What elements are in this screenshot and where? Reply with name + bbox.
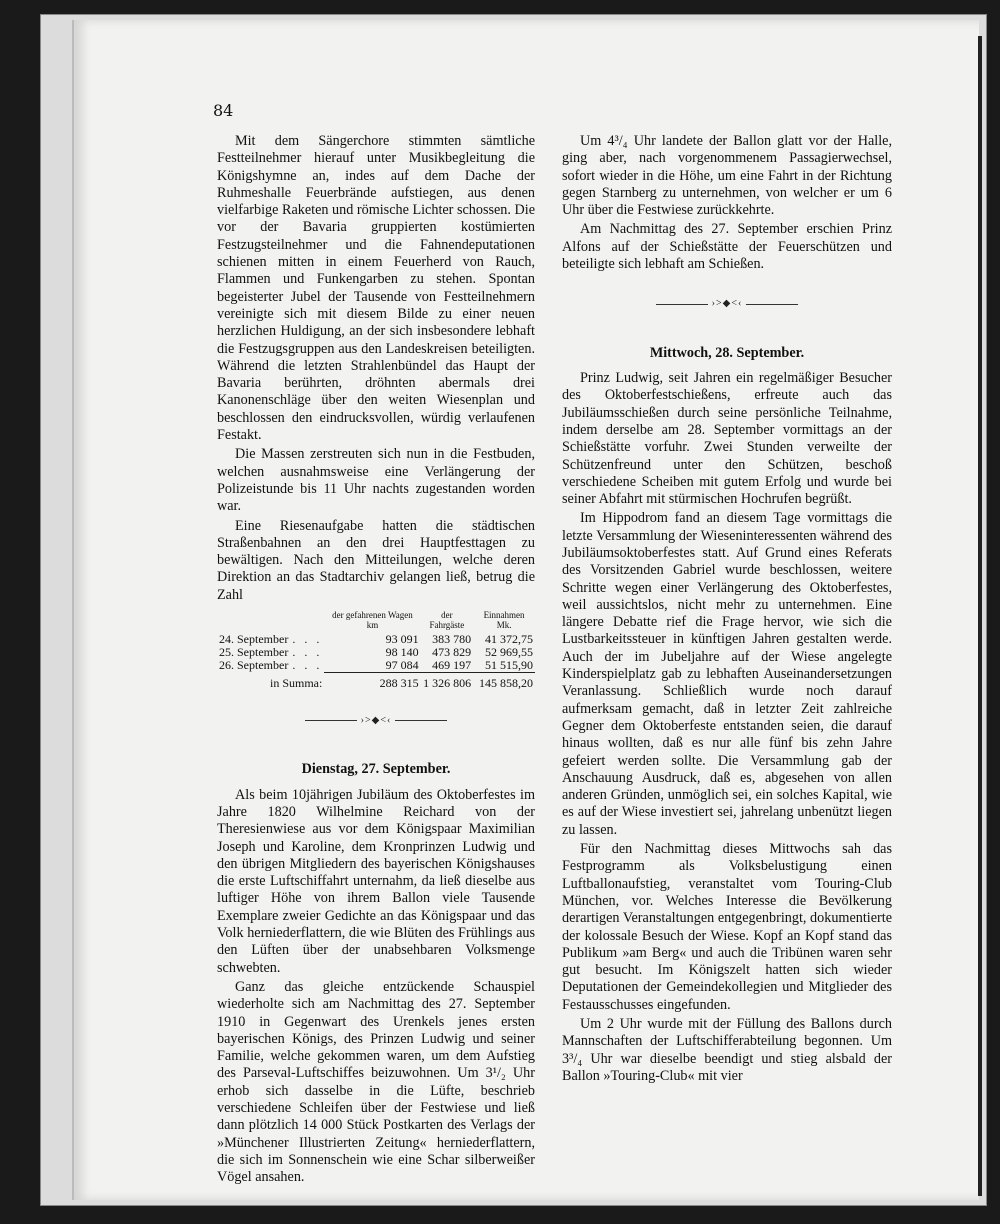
paragraph: Eine Riesenaufgabe hatten die städtischen Straßenbahnen an den drei Hauptfesttagen zu bewältigen. Nach den Mitteilungen, welche deren Direktion an das Stadtarchiv gelangen ließ, betrug die Zahl <box>217 517 535 603</box>
row-label: 25. September <box>219 645 289 660</box>
leader-dots: . . . <box>292 658 323 673</box>
sum-label: in Summa: <box>269 675 323 690</box>
paragraph: Als beim 10jährigen Jubiläum des Oktoberfestes im Jahre 1820 Wilhelmine Reichard von der Theresienwiese aus vor dem Königspaar Maximilian Joseph und Karoline, dem Kronprinzen Ludwig und den übrigen Mitgliedern des bayerischen Königshauses die erste Luftschiffahrt unternahm, da ließ dieselbe aus luftiger Höhe von ihrem Ballon viele Tausende Exemplare zweier Gedichte an das Königspaar und das Volk herniederflattern, die wie Blüten des Frühlings aus den Lüften über der unabsehbaren Volksmenge schwebten. <box>217 786 535 976</box>
cell-fahrgaeste: 383 780 <box>432 632 472 647</box>
page-number: 84 <box>213 101 234 120</box>
column-header: Einnahmen Mk. <box>483 610 525 631</box>
column-header: der Fahrgäste <box>429 610 465 631</box>
section-ornament: ›>◆<‹ <box>562 295 892 312</box>
paragraph: Mit dem Sängerchore stimmten sämtliche Festteilnehmer hierauf unter Musikbegleitung die Königshymne an, indes auf dem Dache der Ruhmeshalle Feuerbrände aufstiegen, aus denen vielfarbige Raketen und römische Lichter schossen. Die vor der Bavaria gruppierten kostümierten Festzugsteilnehmer und die Fahnendeputationen schienen mitten in einem Feuerherd von Rauch, Flammen und Funkengarben zu stehen. Spontan begeisterter Jubel der Tausende von Festteilnehmern vereinigte sich mit diesem Bilde zu einer neuen herzlichen Huldigung, an der sich insbesondere lebhaft die Festzugsgruppen aus den Landeskreisen beteiligten. Während die letzten Strahlenbündel das Haupt der Bavaria berührten, dröhnten abermals drei Kanonenschläge über den weiten Wiesenplan und beschlossen den eindrucksvollen, würdig verlaufenen Festakt. <box>217 133 535 444</box>
row-label: 26. September <box>219 658 289 673</box>
cell-km: 97 084 <box>324 659 420 673</box>
paragraph: Um 4³/₄ Uhr landete der Ballon glatt vor der Halle, ging aber, nach vorgenommenem Passagierwechsel, sofort wieder in die Höhe, um eine Fahrt in der Richtung gegen Starnberg zu unternehmen, von welcher er um 6 Uhr über die Festwiese zurückkehrte. <box>562 133 892 219</box>
sum-km: 288 315 <box>379 676 419 691</box>
paragraph: Ganz das gleiche entzückende Schauspiel wiederholte sich am Nachmittag des 27. September 1910 in Gegenwart des Urenkels jenes ersten bayerischen Königs, des Prinzen Ludwig und seiner Familie, welche gekommen waren, um dem Aufstieg des Parseval-Luftschiffes beizuwohnen. Um 3¹/₂ Uhr erhob sich dasselbe in die Lüfte, beschrieb verschiedene Schleifen über der Festwiese und ließ dann plötzlich 14 000 Stück Postkarten des Verlags der »Münchener Illustrierten Zeitung« herniederflattern, die sich im Sonnenschein wie eine Schar silberweißer Vögel ansahen. <box>217 978 535 1186</box>
leader-dots: . . . <box>292 645 323 660</box>
left-column <box>217 133 535 1186</box>
cell-fahrgaeste: 469 197 <box>421 659 474 673</box>
section-heading: Dienstag, 27. September. <box>301 761 451 778</box>
cell-einnahmen: 51 515,90 <box>473 659 535 673</box>
right-column <box>562 133 892 1085</box>
section-heading: Mittwoch, 28. September. <box>649 344 805 361</box>
section-ornament: ›>◆<‹ <box>217 712 535 729</box>
page-gutter-right <box>978 36 982 1196</box>
sum-einnahmen: 145 858,20 <box>479 676 533 691</box>
cell-fahrgaeste: 473 829 <box>432 645 472 660</box>
cell-einnahmen: 41 372,75 <box>485 632 533 647</box>
paragraph: Im Hippodrom fand an diesem Tage vormittags die letzte Versammlung der Wieseninteressenten während des Jubiläumsoktoberfestes statt. Auf Grund eines Referats des Vorsitzenden Gabriel wurde beschlossen, weitere Schritte wegen einer Verlängerung des Oktoberfestes, weil aussichtslos, nicht mehr zu unternehmen. Eine längere Debatte rief die Frage hervor, wie sich die Lustbarkeitssteuer in künftigen Jahren gestalten werde. Auch der im Jubeljahre auf der Wiese angelegte Kinderspielplatz gab zu lebhaften Auseinandersetzungen Veranlassung. Schließlich wurde noch darauf aufmerksam gemacht, daß in letzter Zeit zahlreiche Gegner dem Oktoberfeste entstanden seien, die darauf hinaus wollten, daß es nur alle fünf bis zehn Jahre gefeiert werden sollte. Die Versammlung gab der Anschauung Ausdruck, daß es, abgesehen von allen anderen Gründen, unmöglich sei, ein solches Kapital, wie es auf der Wiese investiert sei, jahrelang unbenützt liegen zu lassen. <box>562 510 892 838</box>
cell-einnahmen: 52 969,55 <box>485 645 533 660</box>
paragraph: Die Massen zerstreuten sich nun in die Festbuden, welchen ausnahmsweise eine Verlängerung der Polizeistunde bis 11 Uhr nachts zugestanden worden war. <box>217 446 535 515</box>
sum-fahrgaeste: 1 326 806 <box>423 676 472 691</box>
tramway-statistics-table <box>217 610 535 690</box>
cell-km: 93 091 <box>385 632 419 647</box>
row-label: 24. September <box>219 632 289 647</box>
leader-dots: . . . <box>292 632 323 647</box>
paragraph: Um 2 Uhr wurde mit der Füllung des Ballons durch Mannschaften der Luftschifferabteilung begonnen. Um 3³/₄ Uhr war dieselbe beendigt und stieg alsbald der Ballon »Touring-Club« mit vier <box>562 1016 892 1084</box>
table-sum-row <box>217 673 535 691</box>
column-header: der gefahrenen Wagen km <box>332 610 413 631</box>
cell-km: 98 140 <box>385 645 419 660</box>
paragraph: Für den Nachmittag dieses Mittwochs sah das Festprogramm als Volksbelustigung einen Luftballonaufstieg, veranstaltet vom Touring-Club München, vor. Welches Interesse die Bevölkerung derartigen Veranstaltungen entgegenbringt, dokumentierte der kolossale Besuch der Wiese. Kopf an Kopf stand das Publikum »am Berg« und auch die Tribünen waren sehr gut besucht. Im Königszelt hatten sich wieder Deputationen der Gemeindekollegien und Mitglieder des Festausschusses eingefunden. <box>562 841 892 1013</box>
table-row <box>217 659 535 673</box>
paragraph: Am Nachmittag des 27. September erschien Prinz Alfons auf der Schießstätte der Feuerschützen und beteiligte sich lebhaft am Schießen. <box>562 221 892 273</box>
paragraph: Prinz Ludwig, seit Jahren ein regelmäßiger Besucher des Oktoberfestschießens, erfreute auch das Jubiläumsschießen durch seine persönliche Teilnahme, indem derselbe am 28. September vormittags an der Schießstätte vorfuhr. Zwei Stunden verweilte der Schützenfreund unter den Schützen, beschoß verschiedene Scheiben mit gutem Erfolg und wurde bei seiner Abfahrt mit stürmischen Hochrufen begrüßt. <box>562 370 892 508</box>
